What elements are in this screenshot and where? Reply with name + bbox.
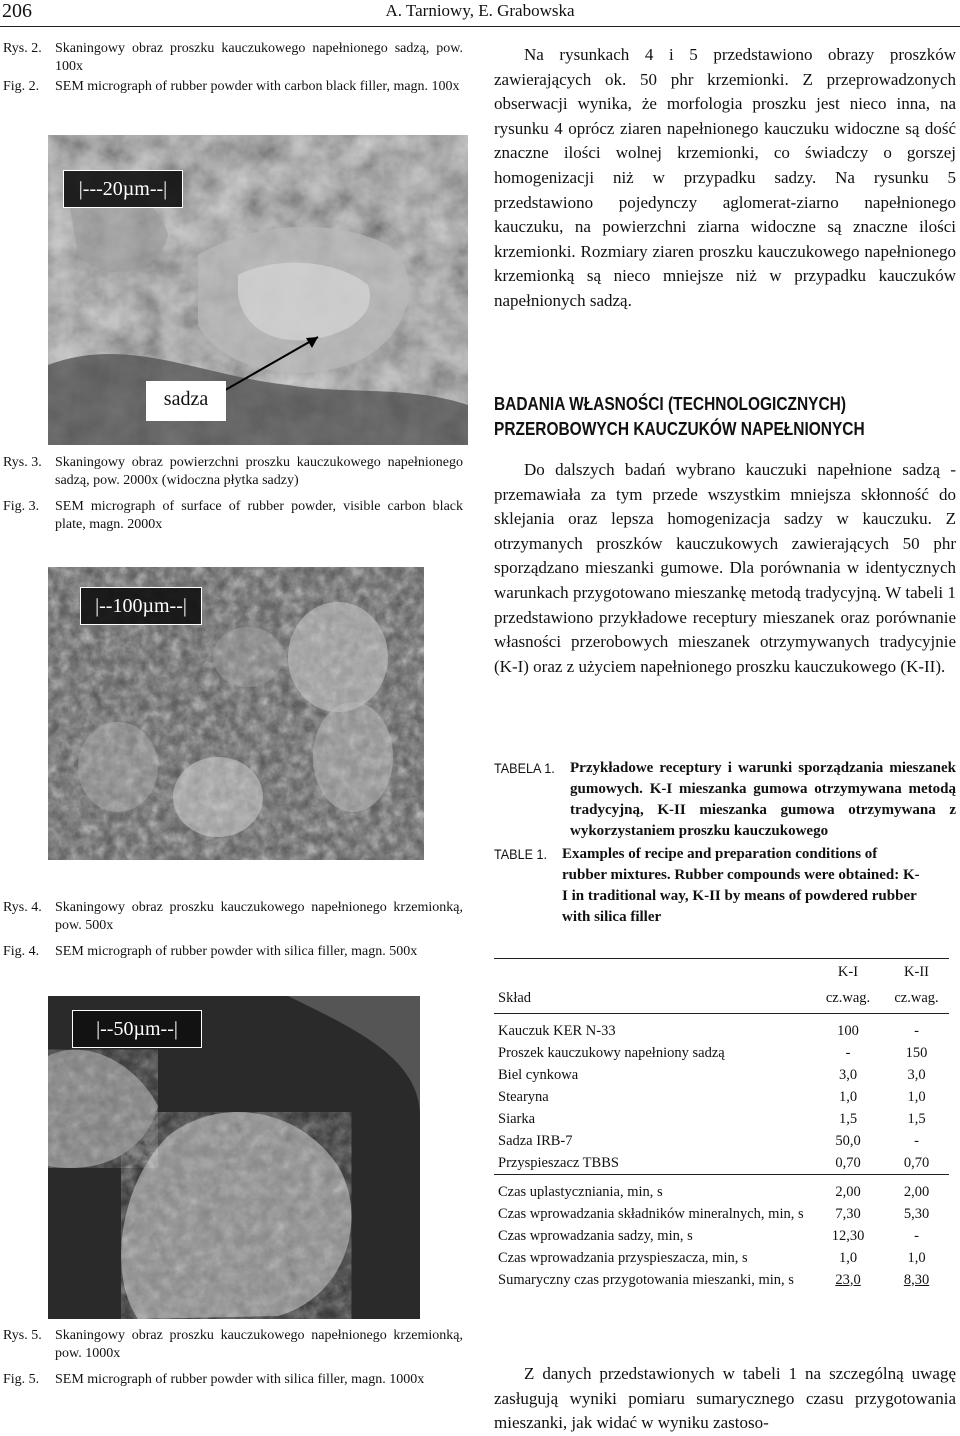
table-row [494, 1203, 949, 1225]
fig5-scale-bar: |--50µm--| [72, 1010, 202, 1048]
table-row [494, 1247, 949, 1269]
table-cell-label: Przyspieszacz TBBS [498, 1154, 619, 1171]
fig5-caption [3, 1327, 463, 1389]
table-cell-c1: 100 [812, 1013, 880, 1042]
table-cell-label: Kauczuk KER N-33 [494, 1013, 812, 1042]
table-row [494, 1130, 949, 1152]
fig2-caption-pl-label: Rys. 2. [3, 41, 42, 56]
table-row [494, 1042, 949, 1064]
table-cell-c1: 7,30 [835, 1205, 861, 1222]
fig3-caption [3, 454, 463, 534]
fig5-sem-image [48, 996, 420, 1319]
fig2-caption-en-text: SEM micrograph of rubber powder with carbon black filler, magn. 100x [55, 79, 460, 94]
table-cell-c1: 1,5 [838, 1110, 858, 1127]
table-cell-label: Czas uplastyczniania, min, s [494, 1174, 812, 1203]
table-row [494, 1225, 949, 1247]
fig4-caption-en-text: SEM micrograph of rubber powder with silica filler, magn. 500x [55, 944, 418, 959]
fig2-caption-pl-text: Skaningowy obraz proszku kauczukowego napełnionego sadzą, pow. 100x [55, 41, 463, 74]
fig4-scale-bar: |--100µm--| [80, 587, 202, 625]
table-row [494, 1269, 949, 1291]
section-heading-line-2: PRZEROBOWYCH KAUCZUKÓW NAPEŁNIONYCH [494, 419, 865, 439]
fig3-caption-en-text: SEM micrograph of surface of rubber powder, visible carbon black plate, magn. 2000x [55, 499, 463, 532]
unit-row-k2: cz.wag. [894, 989, 939, 1006]
table-cell-c2: 5,30 [903, 1205, 930, 1222]
page-number: 206 [2, 0, 32, 22]
fig4-sem-image [48, 567, 424, 860]
fig5-caption-pl-text: Skaningowy obraz proszku kauczukowego napełnionego krzemionką, pow. 1000x [55, 1328, 463, 1361]
column-header-k1: K-I [812, 959, 880, 984]
table-cell-label: Sumaryczny czas przygotowania mieszanki, min, s [498, 1271, 794, 1288]
table-cell-label: Czas wprowadzania sadzy, min, s [498, 1227, 693, 1244]
table-cell-c1: - [845, 1044, 851, 1061]
table-cell-label: Czas wprowadzania składników mineralnych, min, s [498, 1205, 804, 1222]
fig3-sem-image [48, 135, 468, 445]
table-cell-c1: 3,0 [838, 1066, 858, 1083]
table-row [494, 1152, 949, 1175]
fig5-caption-en-text: SEM micrograph of rubber powder with silica filler, magn. 1000x [55, 1372, 425, 1387]
table-cell-c2: - [880, 1013, 949, 1042]
table-cell-c1: 0,70 [835, 1154, 861, 1171]
fig4-caption-pl-text: Skaningowy obraz proszku kauczukowego napełnionego krzemionką, pow. 500x [55, 900, 463, 933]
recipe-rows [494, 1013, 949, 1174]
header-rule [0, 26, 960, 27]
table-cell-c1: 1,0 [838, 1249, 858, 1266]
table-cell-c2: 1,5 [907, 1110, 926, 1127]
running-header-authors: A. Tarniowy, E. Grabowska [385, 1, 575, 20]
table-cell-label: Sadza IRB-7 [498, 1132, 573, 1149]
table-row [494, 1064, 949, 1086]
table-cell-c2: 8,30 [903, 1271, 930, 1288]
table-cell-c1: 23,0 [835, 1271, 861, 1288]
table-cell-label: Siarka [498, 1110, 536, 1127]
fig4-caption [3, 899, 463, 961]
table-cell-c1: 50,0 [835, 1132, 861, 1149]
unit-row-k1: cz.wag. [825, 989, 871, 1006]
column-header-k2: K-II [880, 959, 949, 984]
fig4-caption-pl-label: Rys. 4. [3, 900, 42, 915]
fig3-annotation-sadza: sadza [146, 381, 226, 421]
table-cell-label: Czas wprowadzania przyspieszacza, min, s [498, 1249, 748, 1266]
table-cell-c2: 3,0 [907, 1066, 926, 1083]
paragraph-3: Z danych przedstawionych w tabeli 1 na szczególną uwagę zasługują wyniki pomiaru sumarycznego czasu przygotowania mieszanki, jak widać w wyniku zastoso- [494, 1364, 956, 1433]
table-cell-c2: - [914, 1132, 919, 1149]
table-cell-c2: 0,70 [903, 1154, 930, 1171]
section-heading-line-1: BADANIA WŁASNOŚCI (TECHNOLOGICZNYCH) [494, 394, 847, 414]
table-row [494, 1174, 949, 1203]
table-cell-c2: - [914, 1227, 919, 1244]
table-row [494, 1108, 949, 1130]
table-cell-c2: 1,0 [907, 1088, 926, 1105]
recipe-table [494, 958, 949, 1291]
table-caption [494, 758, 956, 928]
table-row [494, 1086, 949, 1108]
table-cell-label: Stearyna [498, 1088, 549, 1105]
table-cell-c1: 12,30 [831, 1227, 865, 1244]
table-cell-c2: 1,0 [907, 1249, 926, 1266]
paragraph-1: Na rysunkach 4 i 5 przedstawiono obrazy proszków zawierających ok. 50 phr krzemionki. Z przeprowadzonych obserwacji wynika, że morfologia proszku jest nieco inna, na rysunku 4 oprócz ziaren napełnionego kauczuku widoczne są dość znaczne ilości wolnej krzemionki, co świadczy o gorszej homogenizacji niż w przypadku sadzy. Na rysunku 5 przedstawiono pojedynczy aglomerat-ziarno napełnionego kauczuku, na powierzchni ziarna widoczne są znaczne ilości krzemionki. Rozmiary ziaren proszku kauczukowego napełnionego krzemionką są nieco mniejsze niż w przypadku kauczuków napełnionych sadzą. [494, 45, 956, 310]
unit-row-label: Skład [498, 989, 532, 1006]
table-caption-en: Examples of recipe and preparation conditions of rubber mixtures. Rubber compounds were obtained: K-I in traditional way, K-II by means of powdered rubber with silica filler [562, 846, 920, 925]
table-cell-label: Proszek kauczukowy napełniony sadzą [498, 1044, 725, 1061]
fig2-caption-en-label: Fig. 2. [3, 79, 40, 94]
paragraph-2: Do dalszych badań wybrano kauczuki napełnione sadzą - przemawiała za tym przede wszystkim mniejsza skłonność do sklejania oraz lepsza homogenizacja sadzy w kauczuku. Z otrzymanych proszków kauczukowych zawierających 50 phr sporządzano mieszanki gumowe. Dla porównania w identycznych warunkach przygotowano mieszankę metodą tradycyjną. W tabeli 1 przedstawiono przykładowe receptury mieszanek oraz porównanie własności przerobowych mieszanek otrzymywanych tradycyjnie (K-I) oraz z użyciem napełnionego proszku kauczukowego (K-II). [494, 460, 956, 676]
fig3-scale-bar: |---20µm--| [63, 170, 183, 208]
fig3-caption-en-label: Fig. 3. [3, 499, 40, 514]
table-cell-label: Biel cynkowa [498, 1066, 579, 1083]
section-heading [494, 392, 950, 442]
table-label-en: TABLE 1. [494, 846, 548, 862]
fig5-caption-en-label: Fig. 5. [3, 1372, 40, 1387]
table-caption-pl: Przykładowe receptury i warunki sporządzania mieszanek gumowych. K-I mieszanka gumowa otrzymywana metodą tradycyjną, K-II mieszanka gumowa otrzymywana z wykorzystaniem proszku kauczukowego [570, 760, 956, 839]
fig3-caption-pl-label: Rys. 3. [3, 455, 42, 470]
fig4-caption-en-label: Fig. 4. [3, 944, 40, 959]
table-cell-c2: 150 [905, 1044, 928, 1061]
table-cell-c2: 2,00 [880, 1174, 949, 1203]
table-row [494, 1013, 949, 1042]
table-cell-c1: 1,0 [838, 1088, 858, 1105]
fig2-caption [3, 40, 463, 96]
time-rows [494, 1174, 949, 1291]
table-cell-c1: 2,00 [812, 1174, 880, 1203]
fig3-caption-pl-text: Skaningowy obraz powierzchni proszku kauczukowego napełnionego sadzą, pow. 2000x (widoczna płytka sadzy) [55, 455, 463, 488]
table-label-pl: TABELA 1. [494, 760, 555, 776]
fig5-caption-pl-label: Rys. 5. [3, 1328, 42, 1343]
